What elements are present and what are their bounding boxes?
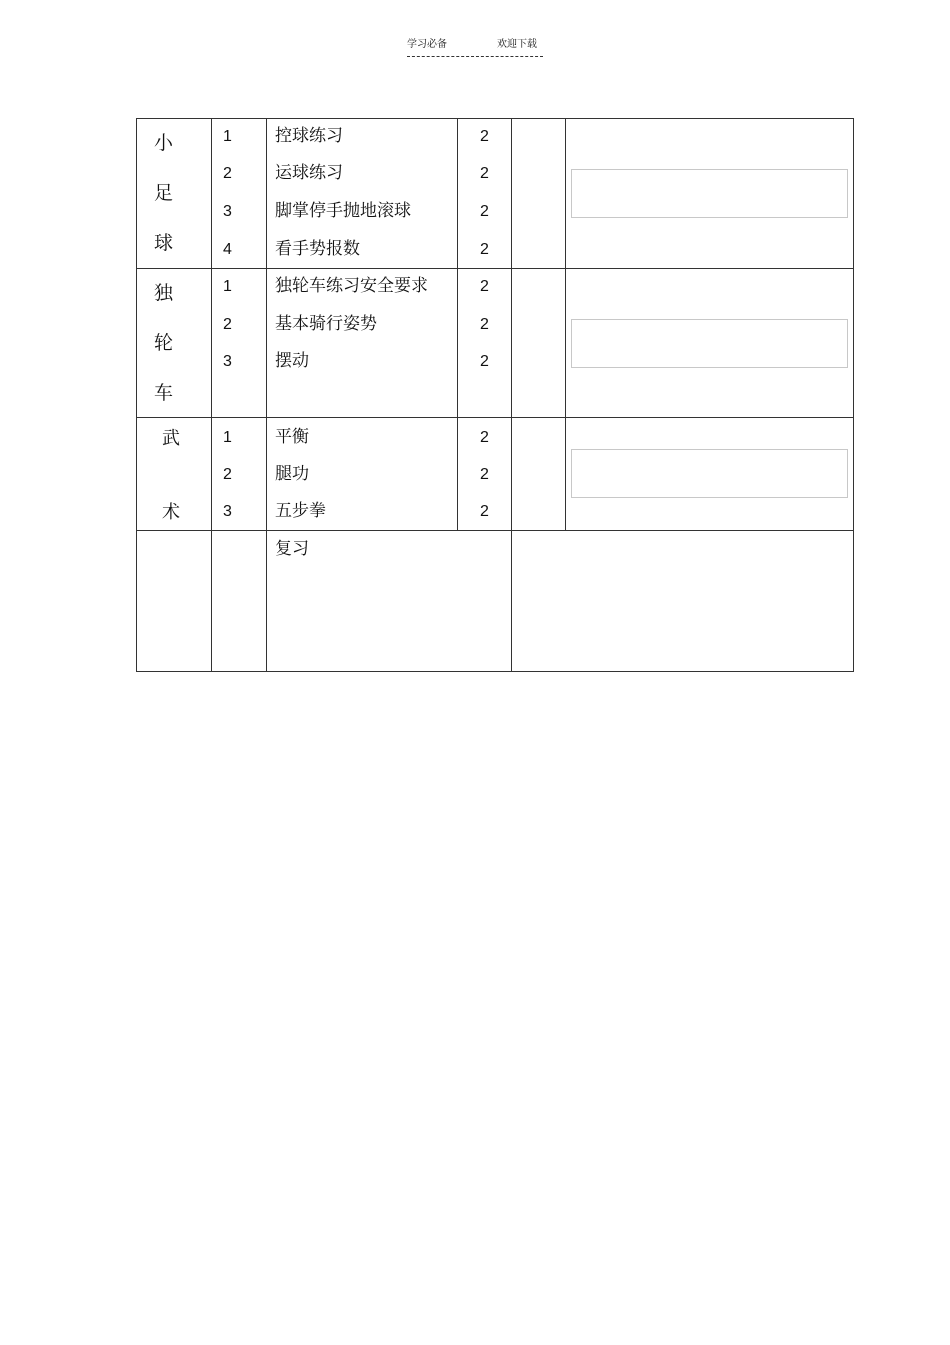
- row-item: 运球练习: [275, 163, 343, 183]
- category-char: 轮: [154, 332, 174, 354]
- row-item: 基本骑行姿势: [275, 314, 377, 334]
- section-divider-1: [136, 268, 854, 269]
- header-right-text: 欢迎下载: [497, 39, 537, 50]
- column-divider-item: [266, 118, 267, 672]
- row-hours: 2: [480, 165, 489, 182]
- row-item: 看手势报数: [275, 239, 360, 259]
- column-divider-number: [211, 118, 212, 672]
- row-hours: 2: [480, 466, 489, 483]
- row-hours: 2: [480, 278, 489, 295]
- section-divider-3: [136, 530, 854, 531]
- row-number: 1: [223, 278, 232, 295]
- category-char: 小: [154, 132, 174, 154]
- table-border-right: [853, 118, 854, 672]
- row-number: 3: [223, 353, 232, 370]
- category-char: 术: [162, 502, 180, 523]
- row-number: 4: [223, 241, 232, 258]
- row-item: 五步拳: [275, 501, 326, 521]
- table-border-bottom: [136, 671, 854, 672]
- row-hours: 2: [480, 503, 489, 520]
- row-item: 腿功: [275, 464, 309, 484]
- row-number: 3: [223, 203, 232, 220]
- category-char: 独: [154, 282, 174, 304]
- curriculum-table: [136, 118, 854, 672]
- row-item: 独轮车练习安全要求: [275, 276, 428, 296]
- row-hours: 2: [480, 316, 489, 333]
- category-char: 武: [162, 428, 180, 449]
- row-hours: 2: [480, 203, 489, 220]
- note-box: [571, 319, 848, 368]
- section-divider-2: [136, 417, 854, 418]
- row-number: 2: [223, 165, 232, 182]
- table-border-left: [136, 118, 137, 672]
- row-hours: 2: [480, 429, 489, 446]
- row-hours: 2: [480, 353, 489, 370]
- row-item: 平衡: [275, 427, 309, 447]
- note-box: [571, 169, 848, 218]
- row-number: 3: [223, 503, 232, 520]
- row-item: 摆动: [275, 351, 309, 371]
- column-divider-hours: [457, 118, 458, 530]
- row-item: 控球练习: [275, 126, 343, 146]
- row-hours: 2: [480, 241, 489, 258]
- page-header: [407, 38, 543, 57]
- row-number: 1: [223, 128, 232, 145]
- row-hours: 2: [480, 128, 489, 145]
- category-char: 车: [154, 382, 174, 404]
- column-divider-notes: [565, 118, 566, 530]
- category-char: 球: [154, 232, 174, 254]
- row-number: 2: [223, 316, 232, 333]
- review-item: 复习: [275, 539, 309, 559]
- note-box: [571, 449, 848, 498]
- column-divider-blank: [511, 118, 512, 672]
- row-number: 1: [223, 429, 232, 446]
- table-border-top: [136, 118, 854, 119]
- header-left-text: 学习必备: [407, 39, 447, 50]
- category-char: 足: [154, 182, 174, 204]
- row-number: 2: [223, 466, 232, 483]
- row-item: 脚掌停手抛地滚球: [275, 201, 411, 221]
